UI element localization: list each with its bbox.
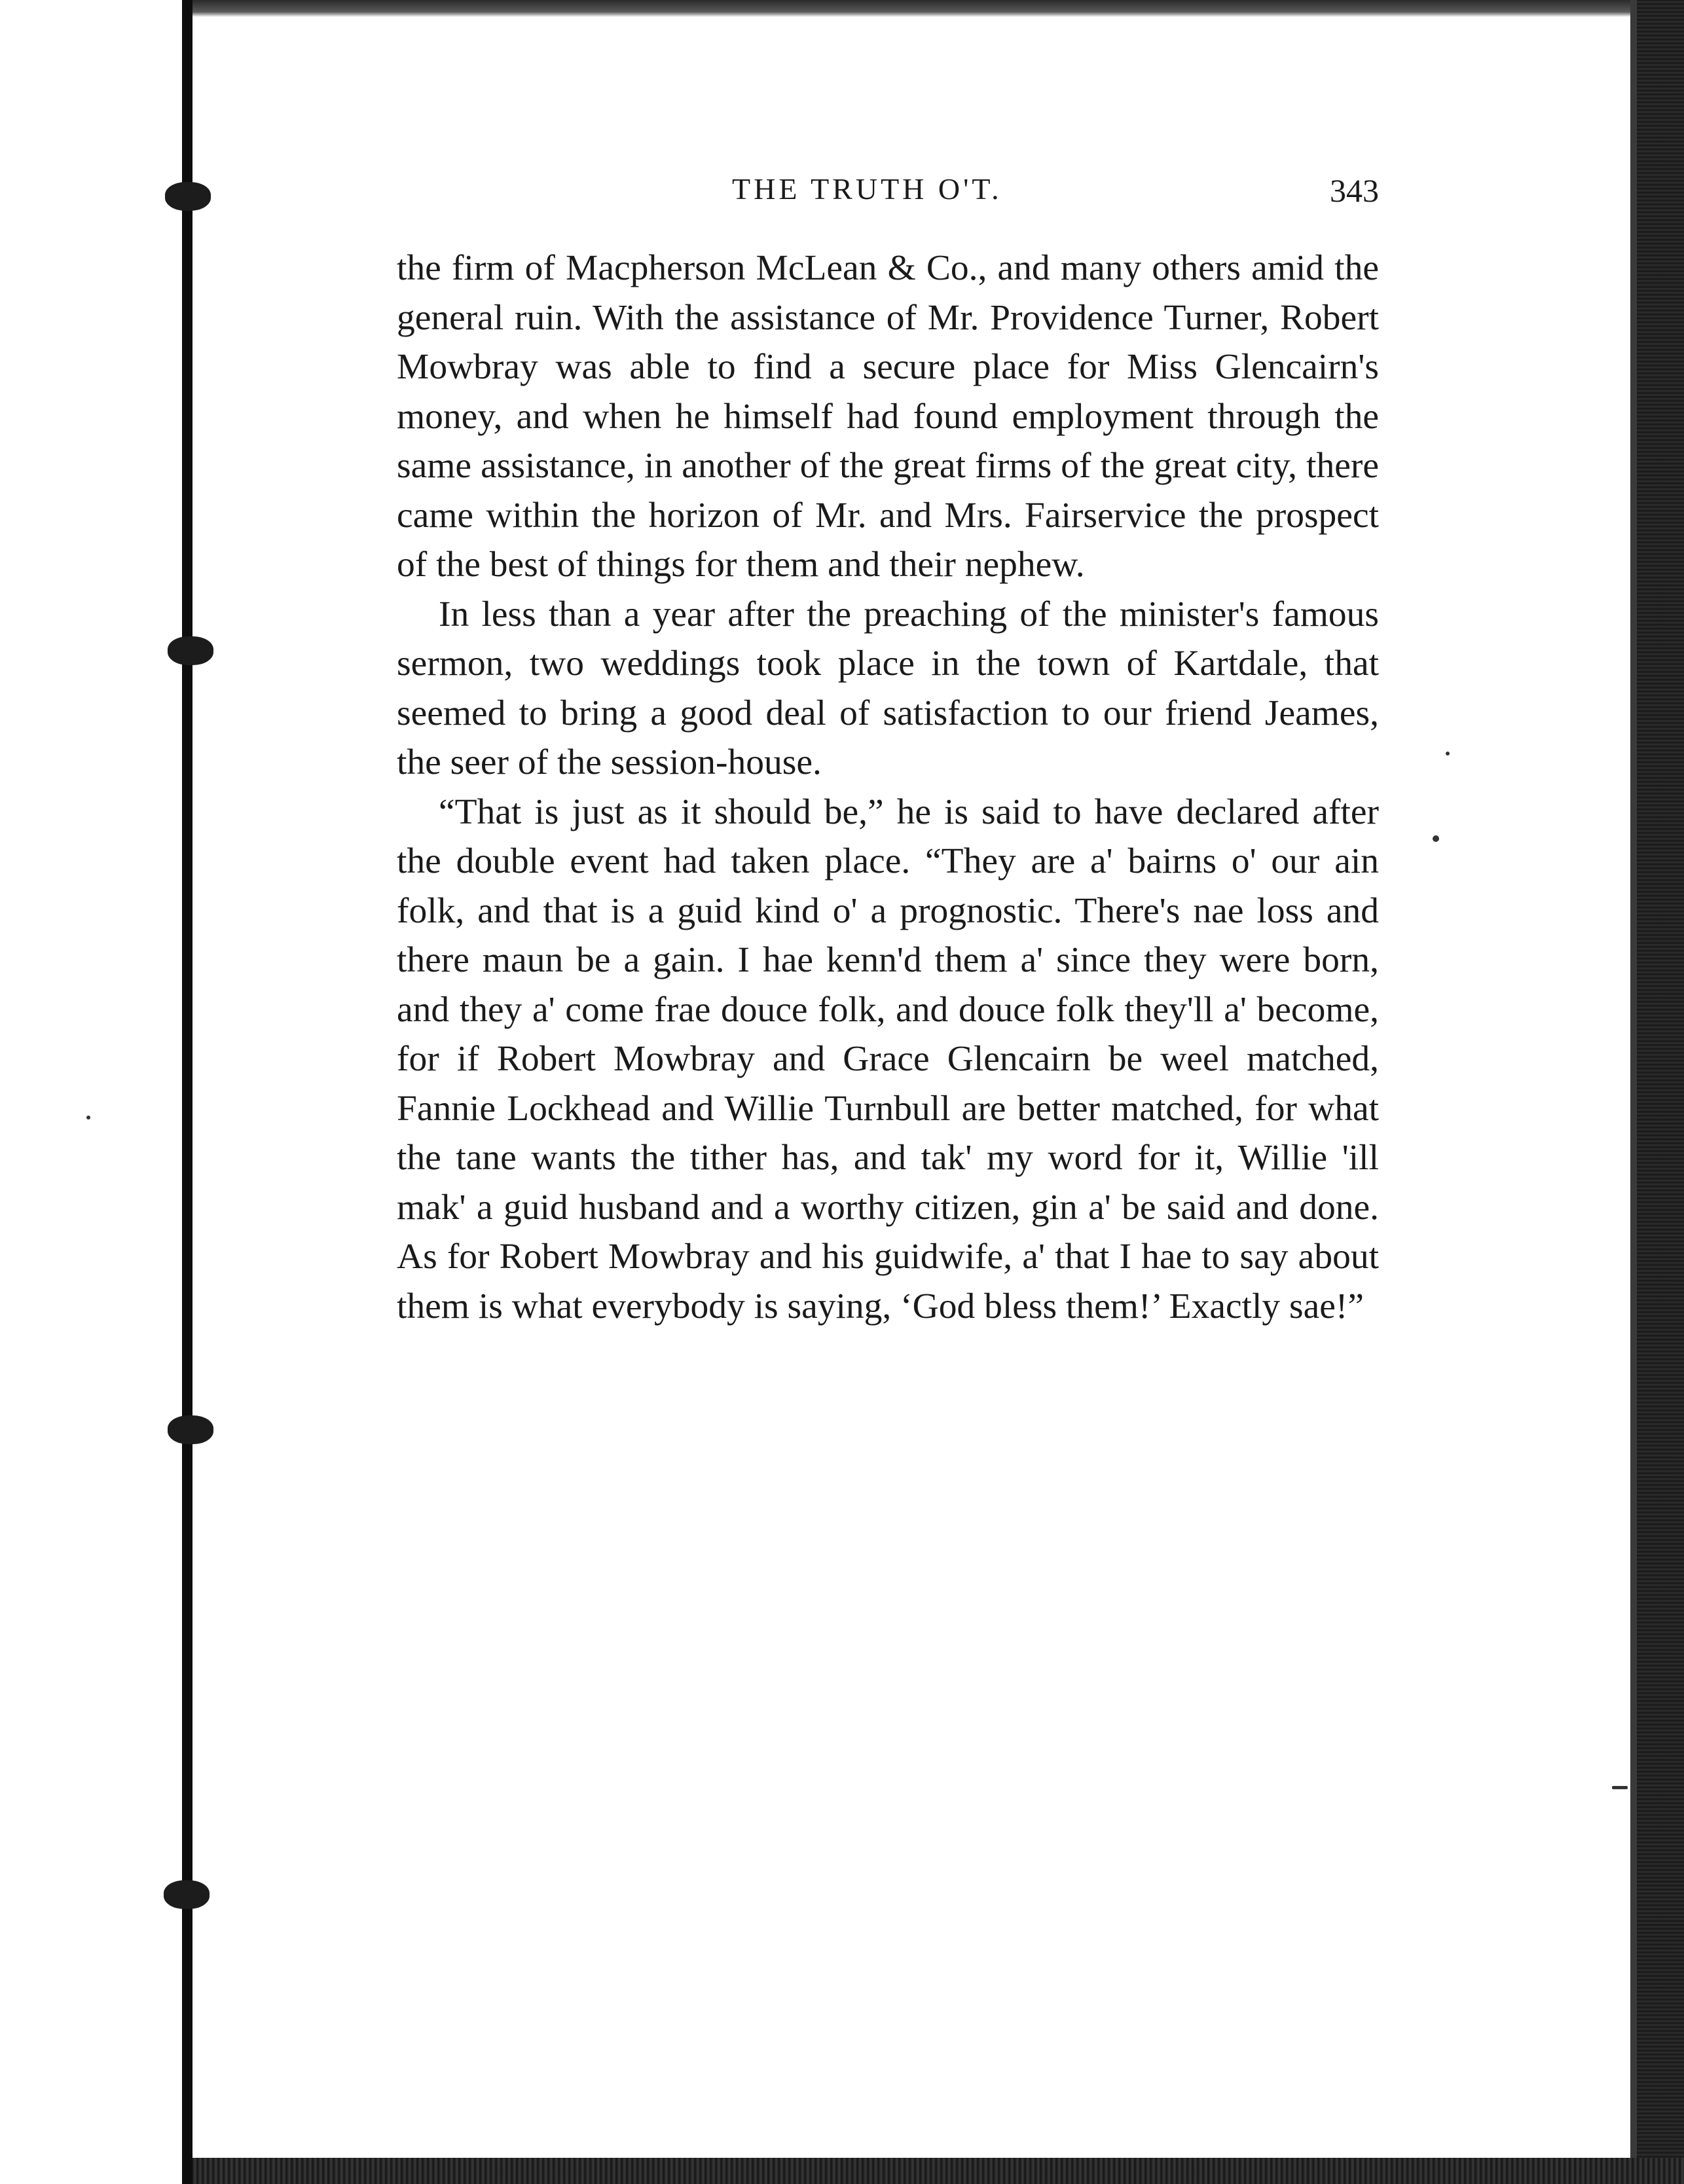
binding-knot xyxy=(168,1415,213,1444)
running-title: THE TRUTH O'T. xyxy=(732,172,1002,206)
binding-knot xyxy=(164,1880,210,1909)
page-right-shadow xyxy=(1630,0,1637,2184)
paragraph: the firm of Macpherson McLean & Co., and many others amid the general ruin. With the assistance of Mr. Providence Turner, Robert Mowbray was able to find a secure place for Miss Glencairn's money, and when he himself had found employment through the same assistance, in another of the great firms of the great city, there came within the horizon of Mr. and Mrs. Fairservice the prospect of the best of things for them and their nephew. xyxy=(397,248,1379,585)
page-right-edge xyxy=(1637,0,1684,2184)
binding-knot xyxy=(165,182,211,211)
page-top-edge xyxy=(192,0,1684,17)
paragraph: In less than a year after the preaching of the minister's famous sermon, two weddings took place in the town of Kartdale, that seemed to bring a good deal of satisfaction to our friend Jeames, the seer of the session-house. xyxy=(397,594,1379,782)
body-text xyxy=(397,244,1379,1331)
running-head xyxy=(397,172,1379,217)
binding-thread xyxy=(182,0,192,2184)
binding-knot xyxy=(168,636,213,665)
dust-speck xyxy=(1433,835,1439,842)
dust-speck xyxy=(86,1116,90,1119)
page-number: 343 xyxy=(1330,172,1379,209)
page-bottom-edge xyxy=(192,2158,1684,2184)
dust-speck xyxy=(1446,752,1450,755)
dust-speck xyxy=(1612,1786,1628,1789)
paragraph: “That is just as it should be,” he is said to have declared after the double event had taken place. “They are a' bairns o' our ain folk, and that is a guid kind o' a prognostic. There's nae loss and there maun be a gain. I hae kenn'd them a' since they were born, and they a' come frae douce folk, and douce folk they'll a' become, for if Robert Mowbray and Grace Glencairn be weel matched, Fannie Lockhead and Willie Turnbull are better matched, for what the tane wants the tither has, and tak' my word for it, Willie 'ill mak' a guid husband and a worthy citizen, gin a' be said and done. As for Robert Mowbray and his guidwife, a' that I hae to say about them is what everybody is saying, ‘God bless them!’ Exactly sae!” xyxy=(397,792,1379,1326)
